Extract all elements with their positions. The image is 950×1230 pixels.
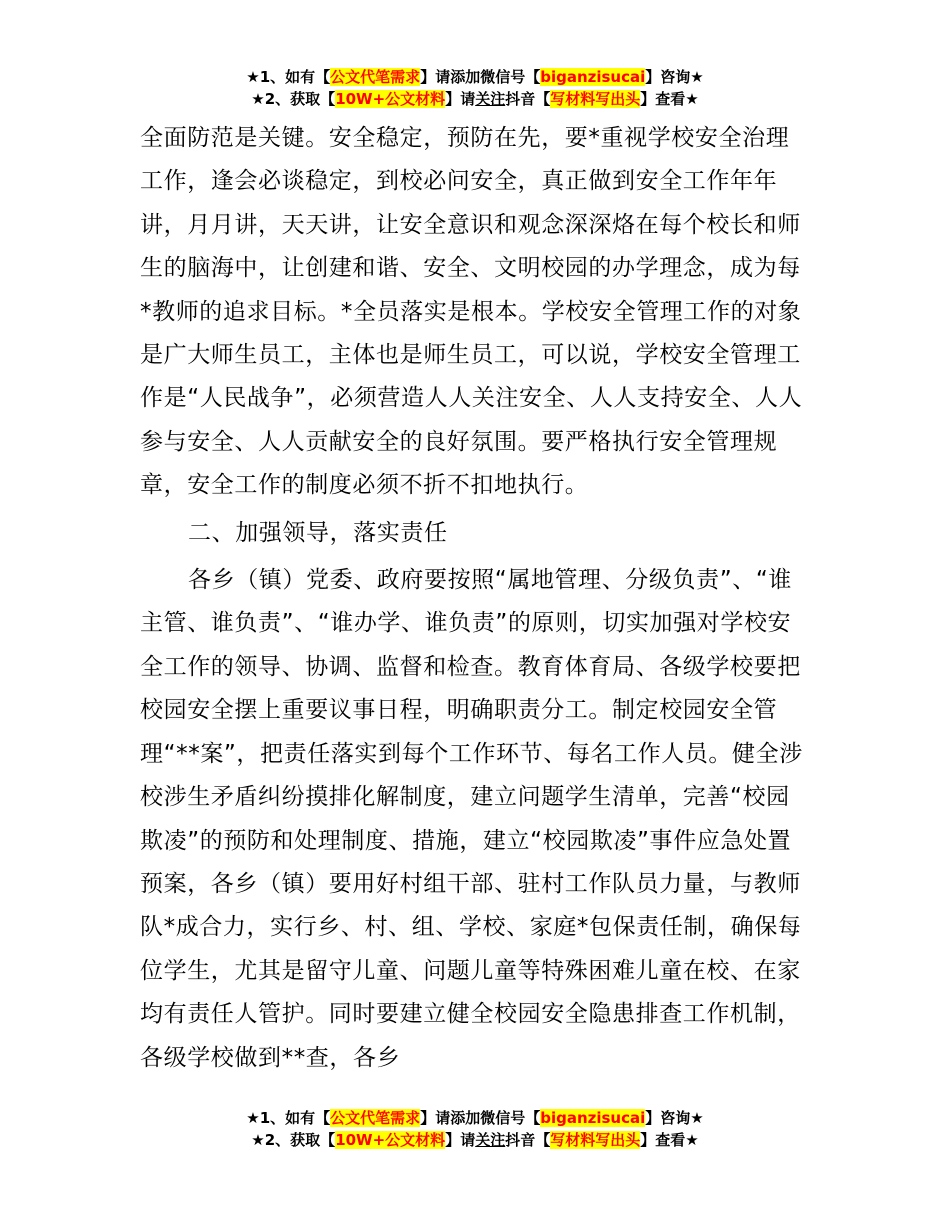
banner-highlight: 10W+公文材料 xyxy=(335,90,446,108)
paragraph-1: 全面防范是关键。安全稳定，预防在先，要*重视学校安全治理工作，逢会必谈稳定，到校必问安全，真正做到安全工作年年讲，月月讲，天天讲，让安全意识和观念深深烙在每个校长和师生的脑海中，让创建和谐、安全、文明校园的办学理念，成为每*教师的追求目标。*全员落实是根本。学校安全管理工作的对象是广大师生员工，主体也是师生员工，可以说，学校安全管理工作是“人民战争”，必须营造人人关注安全、人人支持安全、人人参与安全、人人贡献安全的良好氛围。要严格执行安全管理规章，安全工作的制度必须不折不扣地执行。 xyxy=(140,125,803,499)
banner-text: 】查看★ xyxy=(640,90,699,108)
banner-text: ★2、获取【 xyxy=(251,90,336,108)
banner-text: 】请 xyxy=(445,1131,476,1149)
banner-text: 】请添加微信号【 xyxy=(420,1109,541,1127)
document-body xyxy=(140,117,812,1080)
banner-text: ★1、如有【 xyxy=(246,1109,331,1127)
banner-highlight: 10W+公文材料 xyxy=(335,1131,446,1149)
section-heading: 二、加强领导，落实责任 xyxy=(188,519,448,546)
banner-underline: 关注 xyxy=(475,90,506,108)
banner-line-2 xyxy=(0,88,950,110)
banner-text: 抖音【 xyxy=(505,90,551,108)
banner-highlight: 公文代笔需求 xyxy=(330,68,421,86)
banner-text: 】咨询★ xyxy=(645,68,704,86)
banner-highlight-wechat: biganzisucai xyxy=(540,1109,646,1127)
banner-text: 】请添加微信号【 xyxy=(420,68,541,86)
banner-text: ★1、如有【 xyxy=(246,68,331,86)
banner-text: 】查看★ xyxy=(640,1131,699,1149)
footer-banner xyxy=(0,1107,950,1151)
banner-highlight-douyin: 写材料写出头 xyxy=(550,1131,641,1149)
banner-text: 】咨询★ xyxy=(645,1109,704,1127)
banner-highlight-douyin: 写材料写出头 xyxy=(550,90,641,108)
banner-text: 】请 xyxy=(445,90,476,108)
header-banner xyxy=(0,66,950,110)
paragraph-2: 各乡（镇）党委、政府要按照“属地管理、分级负责”、“谁主管、谁负责”、“谁办学、谁负责”的原则，切实加强对学校安全工作的领导、协调、监督和检查。教育体育局、各级学校要把校园安全摆上重要议事日程，明确职责分工。制定校园安全管理“**案”，把责任落实到每个工作环节、每名工作人员。健全涉校涉生矛盾纠纷摸排化解制度，建立问题学生清单，完善“校园欺凌”的预防和处理制度、措施，建立“校园欺凌”事件应急处置预案，各乡（镇）要用好村组干部、驻村工作队员力量，与教师队*成合力，实行乡、村、组、学校、家庭*包保责任制，确保每位学生，尤其是留守儿童、问题儿童等特殊困难儿童在校、在家均有责任人管护。同时要建立健全校园安全隐患排查工作机制，各级学校做到**查，各乡 xyxy=(140,567,803,1071)
banner-line-1 xyxy=(0,1107,950,1129)
banner-line-1 xyxy=(0,66,950,88)
banner-text: 抖音【 xyxy=(505,1131,551,1149)
banner-underline: 关注 xyxy=(475,1131,506,1149)
banner-highlight-wechat: biganzisucai xyxy=(540,68,646,86)
banner-line-2 xyxy=(0,1129,950,1151)
banner-text: ★2、获取【 xyxy=(251,1131,336,1149)
banner-highlight: 公文代笔需求 xyxy=(330,1109,421,1127)
